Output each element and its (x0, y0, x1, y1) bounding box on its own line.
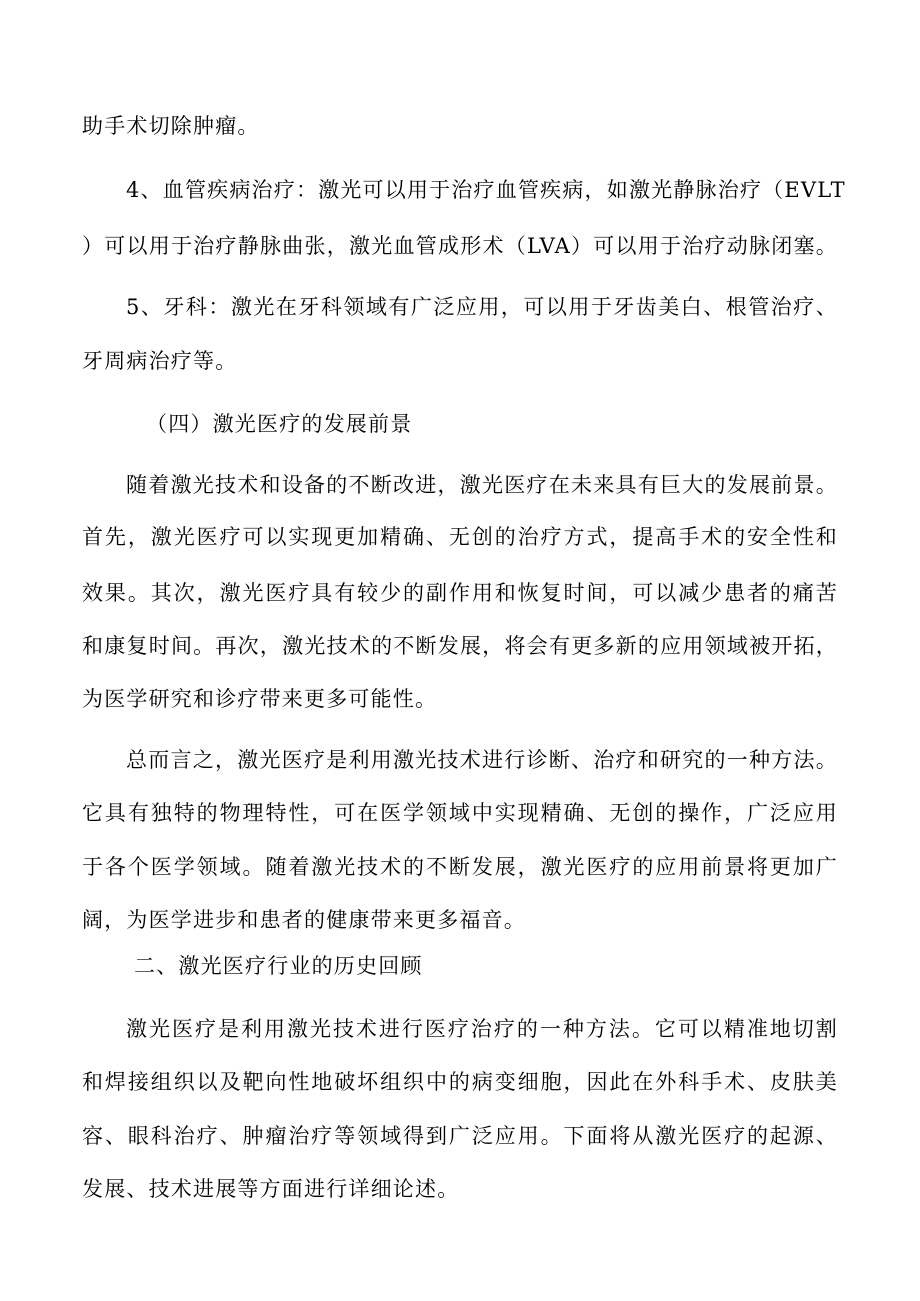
paragraph-line: 总而言之，激光医疗是利用激光技术进行诊断、治疗和研究的一种方法。 (126, 748, 838, 772)
paragraph-line: 随着激光技术和设备的不断改进，激光医疗在未来具有巨大的发展前景。 (126, 473, 838, 497)
paragraph-line: 激光医疗是利用激光技术进行医疗治疗的一种方法。它可以精准地切割 (126, 1017, 838, 1041)
list-item-4: 4、血管疾病治疗：激光可以用于治疗血管疾病，如激光静脉治疗（EVLT (126, 178, 846, 202)
text-line: ）可以用于治疗静脉曲张，激光血管成形术（LVA）可以用于治疗动脉闭塞。 (82, 234, 838, 258)
paragraph-line: 和焊接组织以及靶向性地破坏组织中的病变细胞，因此在外科手术、皮肤美 (82, 1070, 838, 1094)
paragraph-line: 于各个医学领域。随着激光技术的不断发展，激光医疗的应用前景将更加广 (82, 855, 838, 879)
paragraph-line: 效果。其次，激光医疗具有较少的副作用和恢复时间，可以减少患者的痛苦 (82, 581, 838, 605)
section-heading: （四）激光医疗的发展前景 (146, 412, 413, 436)
paragraph-line: 首先，激光医疗可以实现更加精确、无创的治疗方式，提高手术的安全性和 (82, 525, 838, 549)
paragraph-line: 为医学研究和诊疗带来更多可能性。 (82, 687, 438, 711)
paragraph-line: 容、眼科治疗、肿瘤治疗等领域得到广泛应用。下面将从激光医疗的起源、 (82, 1124, 838, 1148)
paragraph-line: 它具有独特的物理特性，可在医学领域中实现精确、无创的操作，广泛应用 (82, 801, 838, 825)
list-item-5: 5、牙科：激光在牙科领域有广泛应用，可以用于牙齿美白、根管治疗、 (126, 295, 838, 319)
paragraph-line: 阔，为医学进步和患者的健康带来更多福音。 (82, 908, 526, 932)
text-line: 助手术切除肿瘤。 (82, 114, 260, 138)
paragraph-line: 发展、技术进展等方面进行详细论述。 (82, 1177, 460, 1201)
section-heading: 二、激光医疗行业的历史回顾 (134, 954, 423, 978)
paragraph-line: 和康复时间。再次，激光技术的不断发展，将会有更多新的应用领域被开拓， (82, 634, 838, 658)
text-line: 牙周病治疗等。 (82, 349, 238, 373)
